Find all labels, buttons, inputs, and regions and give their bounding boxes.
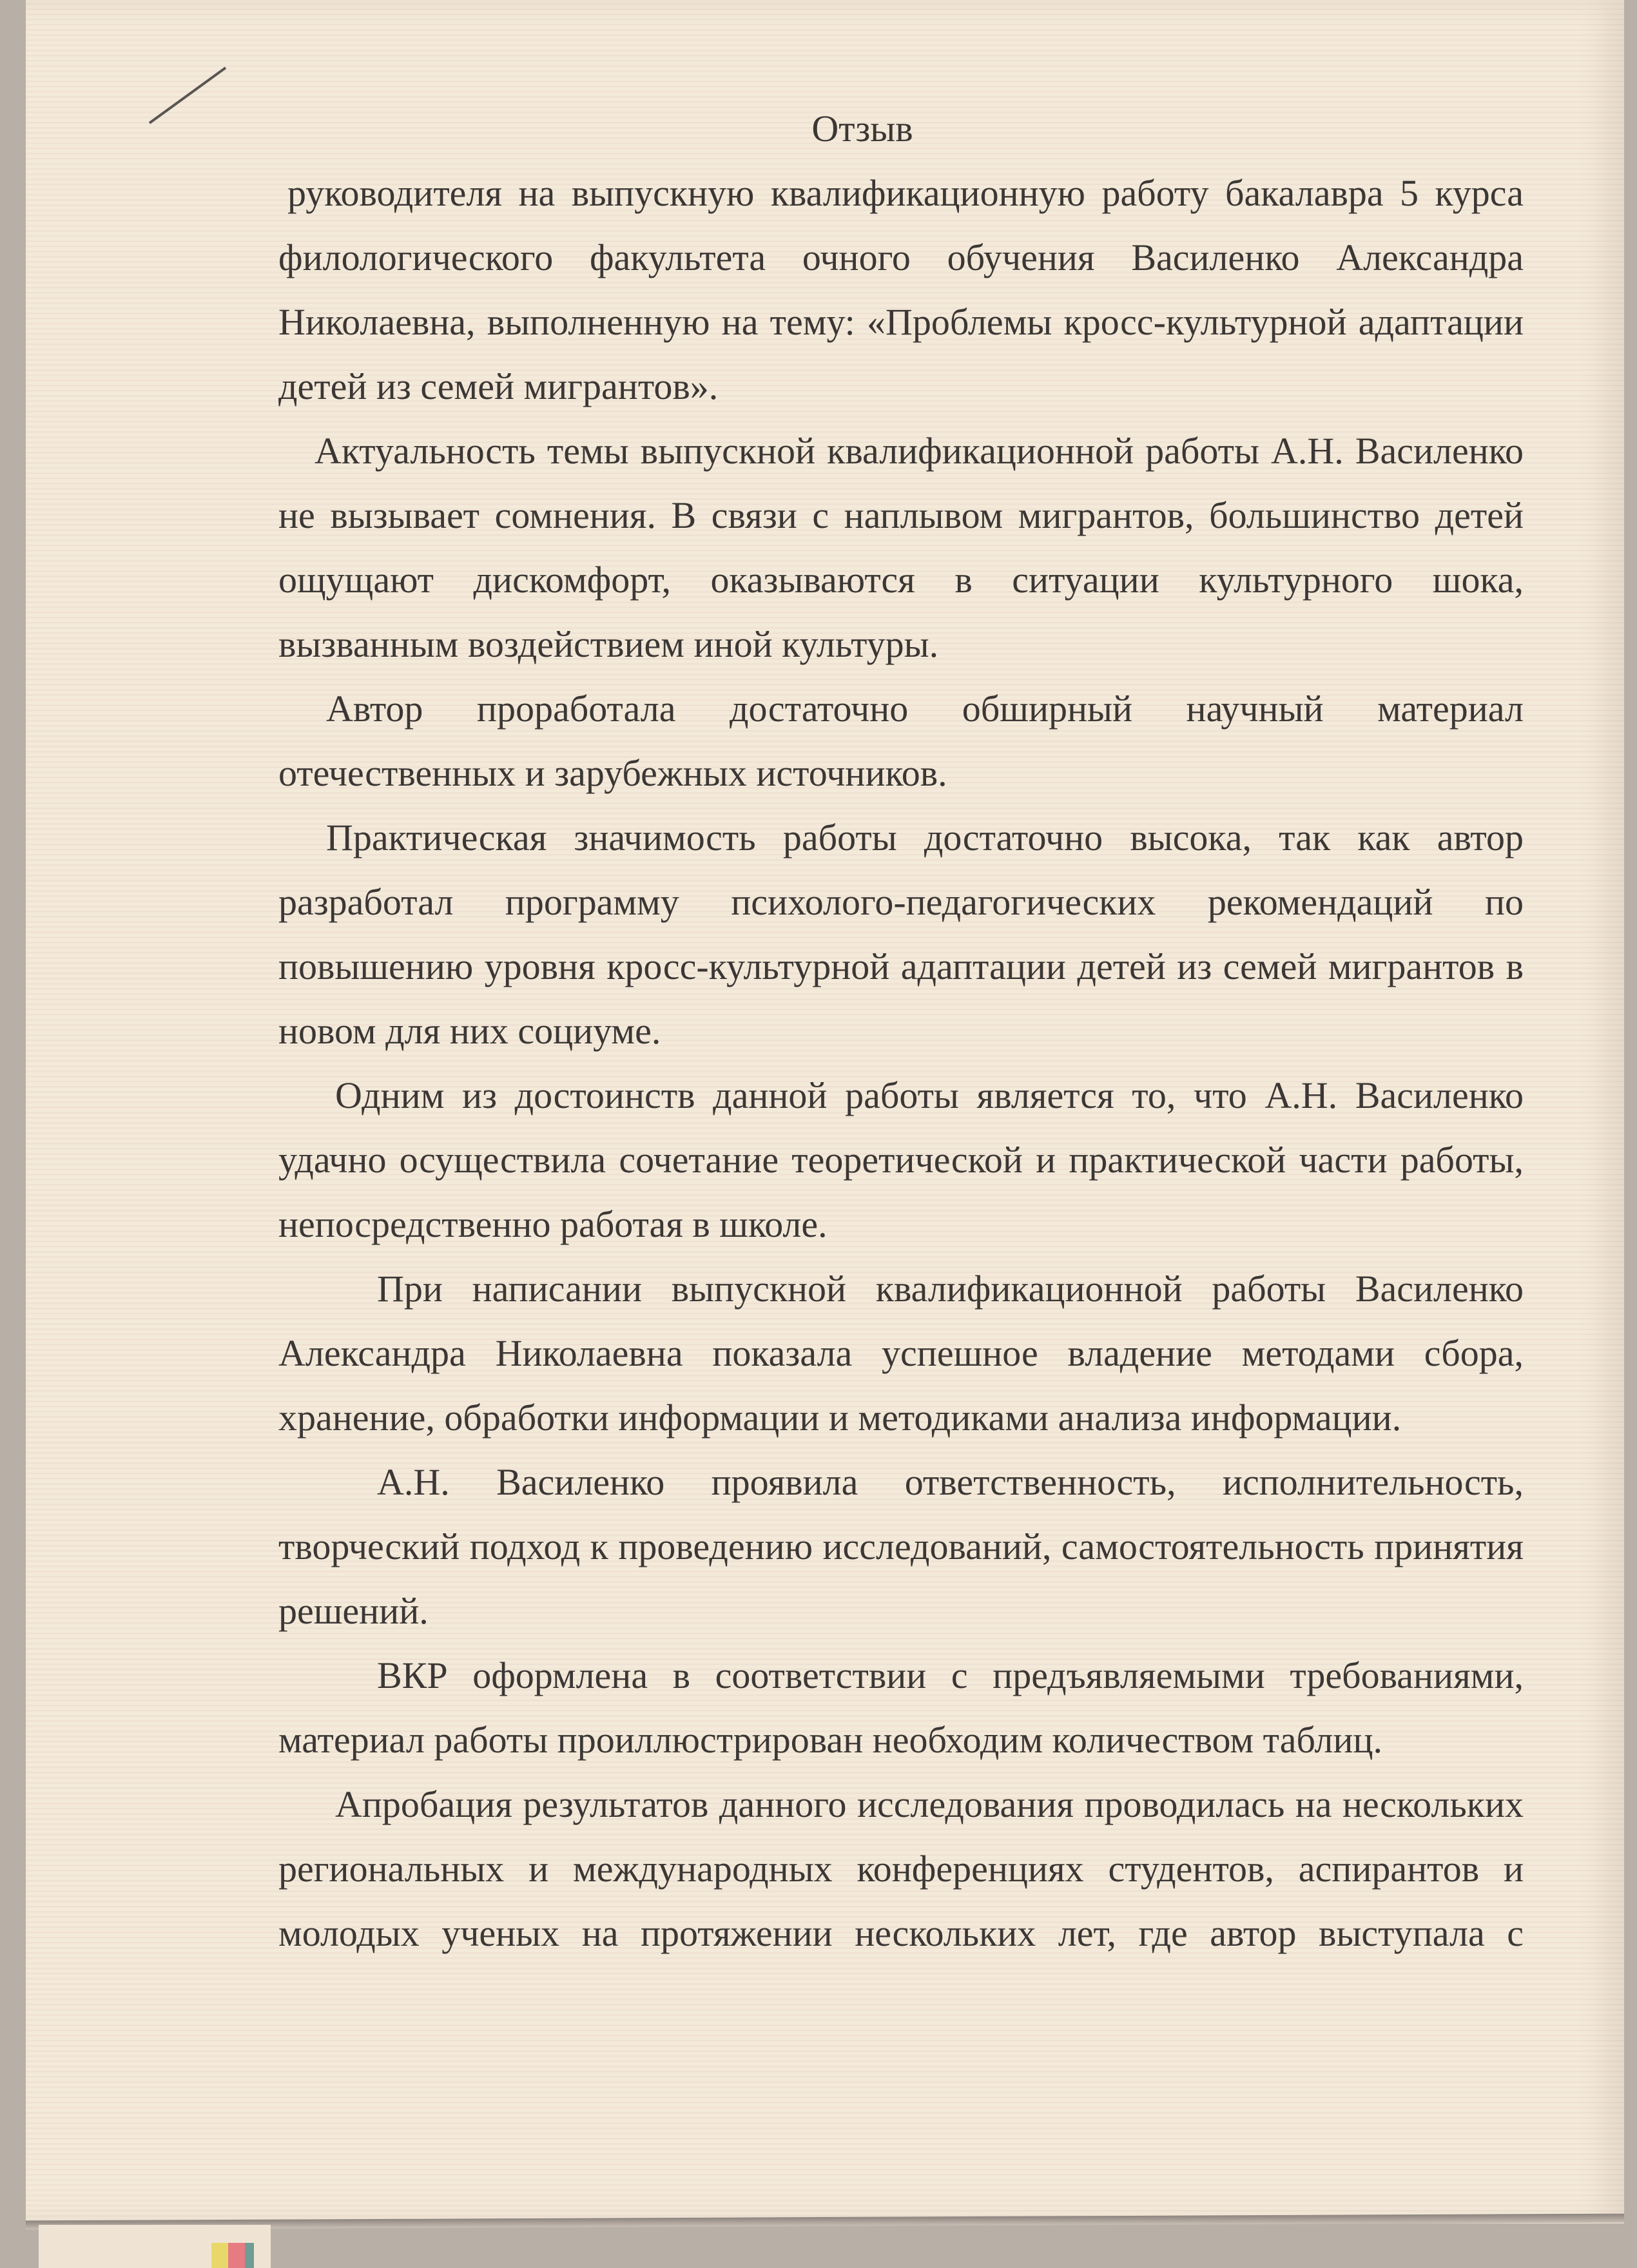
text-line: новом для них социуме.: [278, 1010, 661, 1052]
text-line: Николаевна, выполненную на тему: «Проблемы кросс-культурной адаптации: [278, 301, 1524, 343]
text-line: молодых ученых на протяжении нескольких лет, где автор выступала с: [278, 1912, 1524, 1954]
text-line: решений.: [278, 1590, 429, 1632]
text-line: вызванным воздействием иной культуры.: [278, 623, 939, 665]
text-line: материал работы проиллюстрирован необходим количеством таблиц.: [278, 1719, 1383, 1761]
document-body: [278, 97, 1524, 1966]
paragraph: [278, 677, 1524, 806]
paragraph: [278, 806, 1524, 1063]
text-line: Автор проработала достаточно обширный научный материал: [326, 688, 1524, 730]
text-line: филологического факультета очного обучения Василенко Александра: [278, 237, 1524, 278]
color-tab-pink: [228, 2243, 245, 2268]
paragraph: [278, 1643, 1524, 1772]
text-line: ВКР оформлена в соответствии с предъявляемыми требованиями,: [377, 1654, 1524, 1696]
text-line: При написании выпускной квалификационной работы Василенко: [377, 1268, 1524, 1310]
text-line: отечественных и зарубежных источников.: [278, 752, 947, 794]
paragraph: [278, 419, 1524, 677]
text-line: разработал программу психолого-педагогических рекомендаций по: [278, 881, 1524, 923]
color-tab-yellow: [211, 2243, 228, 2268]
paragraph: [278, 161, 1524, 419]
text-line: Александра Николаевна показала успешное владение методами сбора,: [278, 1332, 1524, 1374]
text-line: Практическая значимость работы достаточно высока, так как автор: [326, 817, 1524, 858]
text-line: непосредственно работая в школе.: [278, 1203, 828, 1245]
text-line: не вызывает сомнения. В связи с наплывом мигрантов, большинство детей: [278, 494, 1524, 536]
text-line: творческий подход к проведению исследований, самостоятельность принятия: [278, 1526, 1524, 1567]
text-line: ощущают дискомфорт, оказываются в ситуации культурного шока,: [278, 559, 1524, 601]
color-tab-teal: [245, 2243, 254, 2268]
text-line: региональных и международных конференциях студентов, аспирантов и: [278, 1848, 1524, 1890]
text-line: А.Н. Василенко проявила ответственность, исполнительность,: [377, 1461, 1524, 1503]
text-line: Одним из достоинств данной работы является то, что А.Н. Василенко: [335, 1074, 1524, 1116]
paragraph: [278, 1772, 1524, 1966]
document-title: Отзыв: [811, 108, 913, 150]
text-line: руководителя на выпускную квалификационную работу бакалавра 5 курса: [287, 172, 1524, 214]
text-line: Актуальность темы выпускной квалификационной работы А.Н. Василенко: [315, 430, 1524, 472]
text-line: детей из семей мигрантов».: [278, 365, 719, 407]
paragraph: [278, 1450, 1524, 1643]
text-line: удачно осуществила сочетание теоретической и практической части работы,: [278, 1139, 1524, 1181]
text-line: Апробация результатов данного исследования проводилась на нескольких: [335, 1783, 1524, 1825]
text-line: повышению уровня кросс-культурной адаптации детей из семей мигрантов в: [278, 945, 1524, 987]
paragraph: [278, 1257, 1524, 1450]
text-line: хранение, обработки информации и методиками анализа информации.: [278, 1397, 1402, 1439]
paragraph: [278, 1063, 1524, 1257]
